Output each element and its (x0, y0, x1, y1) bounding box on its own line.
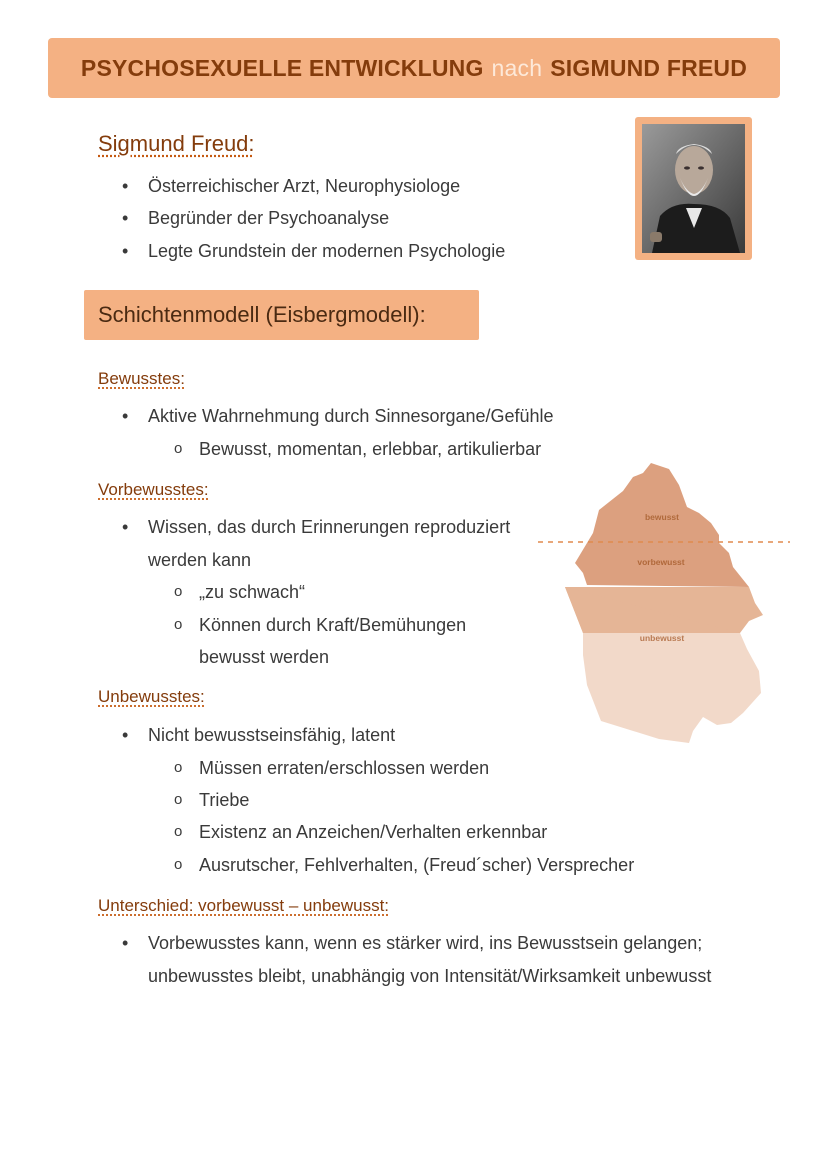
unterschied-heading: Unterschied: vorbewusst – unbewusst: (98, 896, 390, 915)
iceberg-label-top: bewusst (644, 512, 680, 522)
freud-heading: Sigmund Freud: (98, 131, 255, 156)
title-part-1: PSYCHOSEXUELLE ENTWICKLUNG (80, 54, 484, 81)
bewusstes-heading: Bewusstes: (98, 369, 185, 388)
freud-bullet-text: Österreichischer Arzt, Neurophysiologe (148, 176, 461, 196)
unterschied-bullet-cont: unbewusstes bleibt, unabhängig von Intensität/Wirksamkeit unbewusst (148, 966, 712, 986)
title-part-3: SIGMUND FREUD (550, 54, 748, 81)
unbewusstes-sub-text: Triebe (199, 790, 250, 810)
unbewusstes-sub-text: Existenz an Anzeichen/Verhalten erkennbar (199, 822, 548, 842)
bewusstes-sub-text: Bewusst, momentan, erlebbar, artikulierbar (199, 439, 542, 459)
freud-bullet-text: Begründer der Psychoanalyse (148, 208, 390, 228)
unbewusstes-bullet-text: Nicht bewusstseinsfähig, latent (148, 725, 396, 745)
iceberg-bottom (583, 633, 761, 743)
vorbewusstes-heading: Vorbewusstes: (98, 480, 209, 499)
iceberg-label-bottom: unbewusst (639, 633, 685, 643)
freud-bullet-text: Legte Grundstein der modernen Psychologie (148, 241, 506, 261)
unbewusstes-sub-text: Ausrutscher, Fehlverhalten, (Freud´scher) Versprecher (199, 855, 635, 875)
section-heading-box (84, 290, 479, 340)
iceberg-label-middle: vorbewusst (637, 557, 685, 567)
iceberg-diagram (535, 455, 795, 750)
freud-portrait (635, 117, 752, 260)
vorbewusstes-sub-text: „zu schwach“ (199, 582, 306, 602)
unterschied-bullet-text: Vorbewusstes kann, wenn es stärker wird, ins Bewusstsein gelangen; (148, 933, 703, 953)
iceberg-top (575, 463, 749, 587)
unbewusstes-heading: Unbewusstes: (98, 687, 205, 706)
section-heading: Schichtenmodell (Eisbergmodell): (98, 302, 426, 327)
page-title (48, 38, 780, 98)
unbewusstes-sub-text: Müssen erraten/erschlossen werden (199, 758, 490, 778)
vorbewusstes-bullet-text: Wissen, das durch Erinnerungen reproduziert (148, 517, 511, 537)
vorbewusstes-sub-text: Können durch Kraft/Bemühungen (199, 615, 467, 635)
portrait-image (642, 124, 745, 253)
vorbewusstes-sub-cont: bewusst werden (199, 647, 330, 667)
title-part-2: nach (491, 54, 543, 81)
bewusstes-bullet-text: Aktive Wahrnehmung durch Sinnesorgane/Gefühle (148, 406, 554, 426)
vorbewusstes-bullet-cont: werden kann (148, 550, 252, 570)
